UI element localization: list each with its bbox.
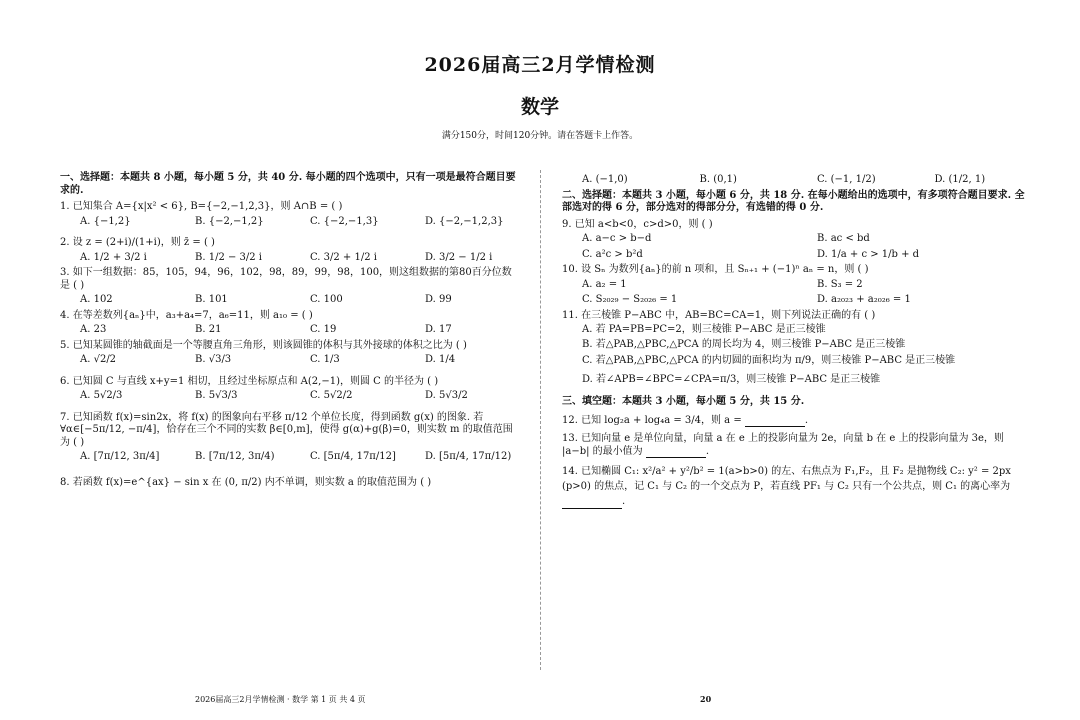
question-1 xyxy=(60,201,520,228)
question-7-text: 7. 已知函数 f(x)=sin2x，将 f(x) 的图象向右平移 π/12 个单位长度，得到函数 g(x) 的图象. 若 ∀α∈[−5π/12, −π/4]，恰存在三个不同的实数 β∈[0,m]，使得 g(α)+g(β)=0，则实数 m 的取值范围为 ( ) xyxy=(60,411,513,448)
option-b: B. √3/3 xyxy=(195,354,232,365)
option-b: B. ac < bd xyxy=(817,233,870,244)
question-3-text: 3. 如下一组数据：85，105，94，96，102，98，89，99，98，100，则这组数据的第80百分位数是 ( ) xyxy=(60,267,512,291)
question-11-text: 11. 在三棱锥 P−ABC 中，AB=BC=CA=1，则下列说法正确的有 ( ) xyxy=(562,309,876,321)
option-a: A. [7π/12, 3π/4] xyxy=(80,451,160,462)
option-a: A. a−c > b−d xyxy=(582,233,652,244)
section-2-heading: 二、选择题：本题共 3 小题，每小题 6 分，共 18 分. 在每小题给出的选项中，有多项符合题目要求. 全部选对的得 6 分，部分选对的得部分分，有选错的得 0 分. xyxy=(562,189,1025,213)
question-4-text: 4. 在等差数列{aₙ}中，a₃+a₄=7，a₆=11，则 a₁₀ = ( ) xyxy=(60,309,313,321)
option-c: C. 1/3 xyxy=(310,354,340,365)
option-d: D. {−2,−1,2,3} xyxy=(425,215,504,227)
option-d: D. 1/4 xyxy=(425,354,456,365)
question-10-options-ab xyxy=(562,279,1032,292)
question-7 xyxy=(60,412,520,464)
option-d: D. 若∠APB=∠BPC=∠CPA=π/3，则三棱锥 P−ABC 是正三棱锥 xyxy=(582,373,881,385)
question-12 xyxy=(562,415,1032,428)
question-13 xyxy=(562,433,1032,458)
question-9-text: 9. 已知 a<b<0，c>d>0，则 ( ) xyxy=(562,218,713,230)
question-13-end: . xyxy=(705,445,710,457)
exam-title: 2026届高三2月学情检测 xyxy=(424,54,656,76)
question-10-text: 10. 设 Sₙ 为数列{aₙ}的前 n 项和，且 Sₙ₊₁ + (−1)ⁿ aₙ = n，则 ( ) xyxy=(562,264,869,275)
question-8-options xyxy=(562,174,1032,187)
option-b: B. 101 xyxy=(195,294,228,305)
question-14 xyxy=(562,464,1032,509)
page-footer-left: 2026届高三2月学情检测 · 数学 第 1 页 共 4 页 xyxy=(195,695,366,704)
question-10-options-cd xyxy=(562,294,1032,307)
option-c: C. 3/2 + 1/2 i xyxy=(310,251,377,263)
option-b: B. S₃ = 2 xyxy=(817,278,863,290)
question-10 xyxy=(562,264,1032,307)
question-9 xyxy=(562,219,1032,262)
page-footer-right: 20 xyxy=(700,694,712,704)
question-8-text: 8. 若函数 f(x)=e^{ax} − sin x 在 (0, π/2) 内不单调，则实数 a 的取值范围为 ( ) xyxy=(60,476,432,488)
question-4 xyxy=(60,310,520,337)
option-c: C. 19 xyxy=(310,324,337,335)
question-12-text: 12. 已知 log₂a + log₄a = 3/4，则 a = xyxy=(562,414,742,426)
option-d: D. a₂₀₂₃ + a₂₀₂₆ = 1 xyxy=(817,294,911,305)
option-c: C. {−2,−1,3} xyxy=(310,215,379,227)
question-2 xyxy=(60,237,520,264)
question-8 xyxy=(60,477,520,490)
question-11 xyxy=(562,310,1032,387)
question-4-options xyxy=(60,324,520,337)
question-9-options-cd xyxy=(562,249,1032,262)
right-column xyxy=(562,172,1032,515)
question-13-text: 13. 已知向量 e 是单位向量，向量 a 在 e 上的投影向量为 2e，向量 b 在 e 上的投影向量为 3e，则 |a−b| 的最小值为 xyxy=(562,433,1004,457)
option-d: D. 5√3/2 xyxy=(425,390,468,401)
option-a: A. {−1,2} xyxy=(80,215,131,227)
question-9-options-ab xyxy=(562,233,1032,246)
option-c: C. [5π/4, 17π/12] xyxy=(310,451,396,462)
question-2-text: 2. 设 z = (2+i)/(1+i)，则 z̄ = ( ) xyxy=(60,237,215,248)
option-a: A. 23 xyxy=(80,324,107,335)
option-a: A. a₂ = 1 xyxy=(582,278,627,290)
option-a: A. 1/2 + 3/2 i xyxy=(80,251,147,263)
question-5 xyxy=(60,340,520,367)
option-c: C. a²c > b²d xyxy=(582,248,643,260)
option-c: C. 5√2/2 xyxy=(310,390,353,401)
option-d: D. 1/a + c > 1/b + d xyxy=(817,248,920,260)
question-2-options xyxy=(60,252,520,265)
option-c: C. 若△PAB,△PBC,△PCA 的内切圆的面积均为 π/9，则三棱锥 P−ABC 是正三棱锥 xyxy=(582,355,956,366)
option-d: D. [5π/4, 17π/12) xyxy=(425,451,512,462)
option-c: C. S₂₀₂₉ − S₂₀₂₆ = 1 xyxy=(582,294,678,305)
answer-blank xyxy=(562,498,622,509)
question-12-end: . xyxy=(804,414,809,426)
option-a: A. (−1,0) xyxy=(582,174,628,185)
option-a: A. 5√2/3 xyxy=(80,390,123,401)
option-b: B. 5√3/3 xyxy=(195,390,238,401)
option-b: B. (0,1) xyxy=(699,174,737,185)
question-1-options xyxy=(60,216,520,229)
option-c: C. (−1, 1/2) xyxy=(817,174,876,185)
option-b: B. 若△PAB,△PBC,△PCA 的周长均为 4，则三棱锥 P−ABC 是正三棱锥 xyxy=(582,338,906,350)
option-d: D. 17 xyxy=(425,324,452,335)
question-5-text: 5. 已知某圆锥的轴截面是一个等腰直角三角形，则该圆锥的体积与其外接球的体积之比为 ( ) xyxy=(60,339,467,351)
section-1-heading: 一、选择题：本题共 8 小题，每小题 5 分，共 40 分. 每小题的四个选项中，只有一项是最符合题目要求的. xyxy=(60,172,516,196)
option-d: D. 3/2 − 1/2 i xyxy=(425,251,493,263)
option-a: A. 若 PA=PB=PC=2，则三棱锥 P−ABC 是正三棱锥 xyxy=(582,324,826,335)
option-b: B. 21 xyxy=(195,324,222,335)
question-7-options xyxy=(60,451,520,464)
section-3-heading: 三、填空题：本题共 3 小题，每小题 5 分，共 15 分. xyxy=(562,396,805,407)
question-3-options xyxy=(60,294,520,307)
exam-instructions: 满分150分，时间120分钟。请在答题卡上作答。 xyxy=(441,131,639,141)
option-b: B. [7π/12, 3π/4) xyxy=(195,451,275,462)
question-14-text: 14. 已知椭圆 C₁: x²/a² + y²/b² = 1(a>b>0) 的左、右焦点为 F₁,F₂，且 F₂ 是抛物线 C₂: y² = 2px (p>0) 的焦点，记 C₁ 与 C₂ 的一个交点为 P，若直线 PF₁ 与 C₂ 只有一个公共点，则 C₁ 的离心率为 xyxy=(562,466,1011,492)
option-d: D. (1/2, 1) xyxy=(934,174,986,185)
option-c: C. 100 xyxy=(310,294,343,305)
question-1-text: 1. 已知集合 A={x|x² < 6}, B={−2,−1,2,3}，则 A∩B = ( ) xyxy=(60,201,343,212)
subject-title: 数学 xyxy=(520,96,559,118)
option-a: A. √2/2 xyxy=(80,354,117,365)
question-6-options xyxy=(60,390,520,403)
option-b: B. {−2,−1,2} xyxy=(195,215,264,227)
question-3 xyxy=(60,267,520,307)
option-b: B. 1/2 − 3/2 i xyxy=(195,251,263,263)
question-5-options xyxy=(60,354,520,367)
answer-blank xyxy=(745,416,805,427)
left-column xyxy=(60,172,520,491)
column-divider xyxy=(540,170,541,670)
option-a: A. 102 xyxy=(80,294,113,305)
answer-blank xyxy=(646,447,706,458)
question-6-text: 6. 已知圆 C 与直线 x+y=1 相切，且经过坐标原点和 A(2,−1)，则圆 C 的半径为 ( ) xyxy=(60,375,439,387)
option-d: D. 99 xyxy=(425,294,452,305)
question-14-end: . xyxy=(622,496,626,507)
question-6 xyxy=(60,376,520,403)
